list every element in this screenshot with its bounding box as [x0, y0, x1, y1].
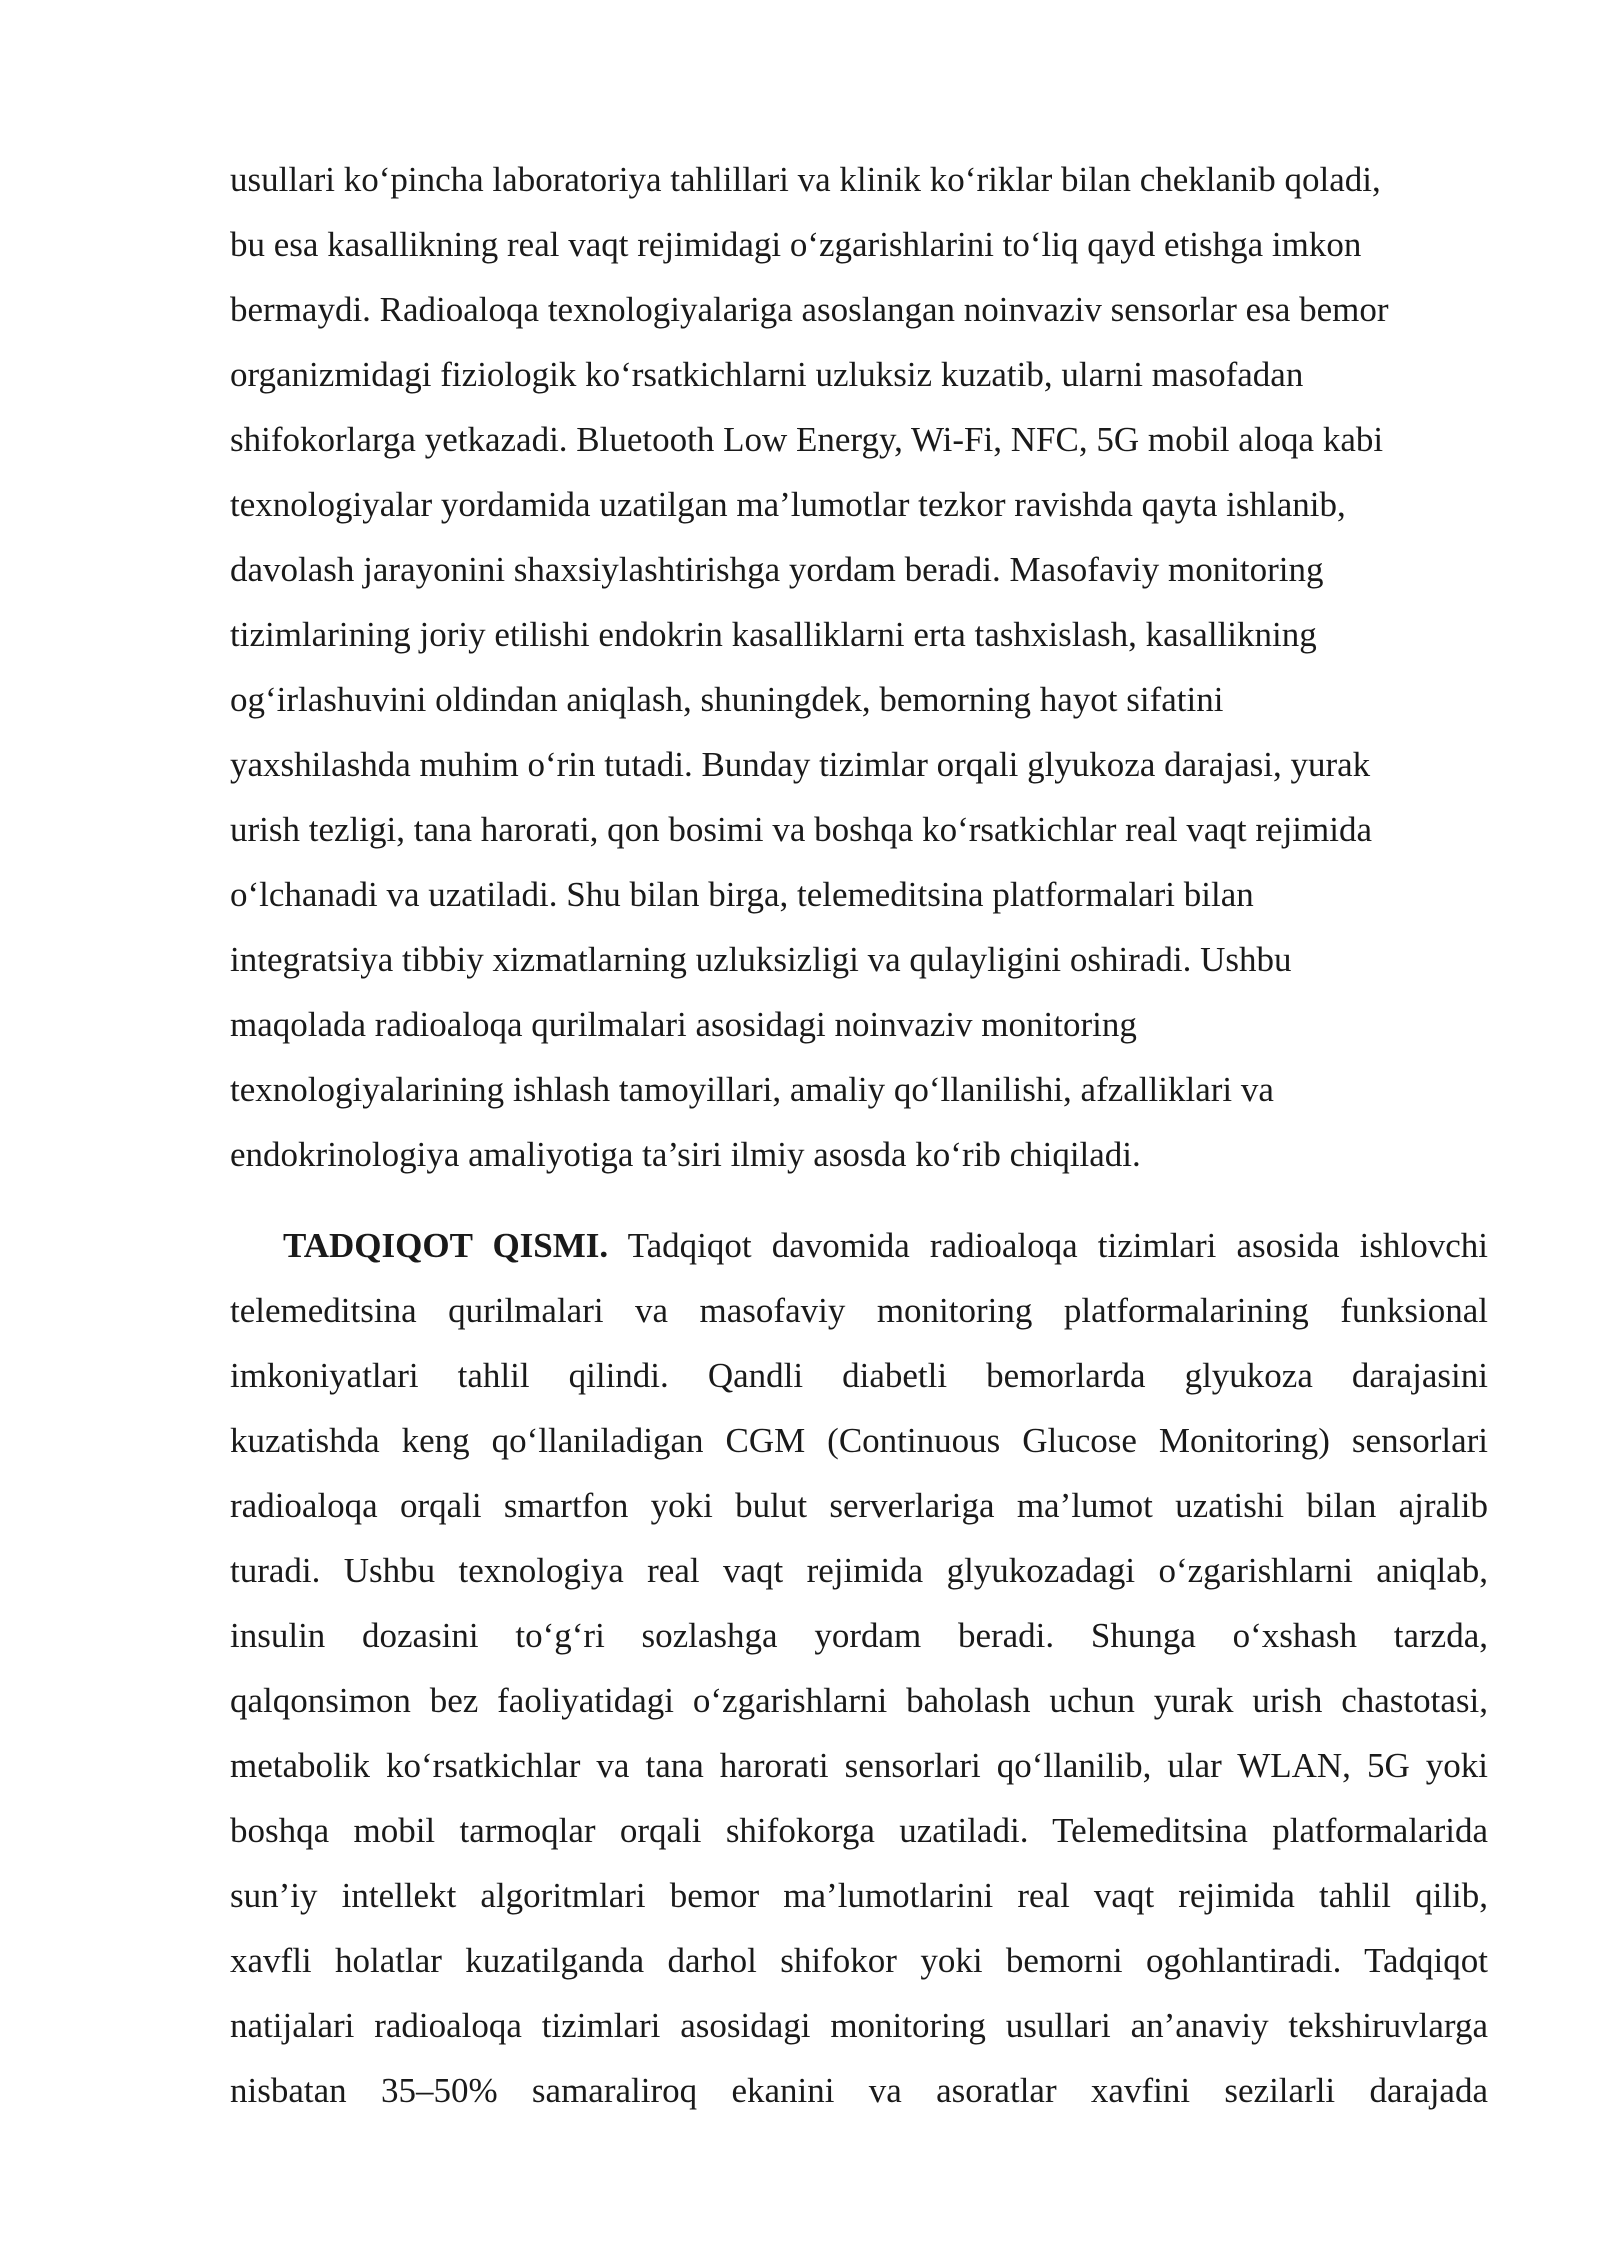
- text-line: organizmidagi fiziologik ko‘rsatkichlarni uzluksiz kuzatib, ularni masofadan: [230, 355, 1304, 394]
- text-line: bu esa kasallikning real vaqt rejimidagi o‘zgarishlarini to‘liq qayd etishga imkon: [230, 225, 1362, 264]
- section-first-line-text: Tadqiqot davomida radioaloqa tizimlari asosida ishlovchi: [608, 1226, 1488, 1265]
- text-line: shifokorlarga yetkazadi. Bluetooth Low Energy, Wi-Fi, NFC, 5G mobil aloqa kabi: [230, 420, 1384, 459]
- text-line: metabolik ko‘rsatkichlar va tana harorati sensorlari qo‘llanilib, ular WLAN, 5G yoki: [230, 1746, 1488, 1785]
- text-line: yaxshilashda muhim o‘rin tutadi. Bunday tizimlar orqali glyukoza darajasi, yurak: [230, 745, 1371, 784]
- text-line: sun’iy intellekt algoritmlari bemor ma’lumotlarini real vaqt rejimida tahlil qilib,: [230, 1876, 1488, 1915]
- text-line: o‘lchanadi va uzatiladi. Shu bilan birga, telemeditsina platformalari bilan: [230, 875, 1254, 914]
- text-line: xavfli holatlar kuzatilganda darhol shifokor yoki bemorni ogohlantiradi. Tadqiqot: [230, 1941, 1488, 1980]
- text-line: insulin dozasini to‘g‘ri sozlashga yordam beradi. Shunga o‘xshash tarzda,: [230, 1616, 1488, 1655]
- text-line: texnologiyalar yordamida uzatilgan ma’lumotlar tezkor ravishda qayta ishlanib,: [230, 485, 1346, 524]
- text-line: endokrinologiya amaliyotiga ta’siri ilmiy asosda ko‘rib chiqiladi.: [230, 1135, 1141, 1174]
- text-line: davolash jarayonini shaxsiylashtirishga yordam beradi. Masofaviy monitoring: [230, 550, 1324, 589]
- text-line: usullari ko‘pincha laboratoriya tahlillari va klinik ko‘riklar bilan cheklanib qoladi,: [230, 160, 1381, 199]
- section-first-line: [230, 1213, 1488, 1278]
- text-line: tizimlarining joriy etilishi endokrin kasalliklarni erta tashxislash, kasallikning: [230, 615, 1317, 654]
- text-line: kuzatishda keng qo‘llaniladigan CGM (Continuous Glucose Monitoring) sensorlari: [230, 1421, 1488, 1460]
- text-line: telemeditsina qurilmalari va masofaviy monitoring platformalarining funksional: [230, 1291, 1488, 1330]
- text-line: radioaloqa orqali smartfon yoki bulut serverlariga ma’lumot uzatishi bilan ajralib: [230, 1486, 1488, 1525]
- text-line: turadi. Ushbu texnologiya real vaqt rejimida glyukozadagi o‘zgarishlarni aniqlab,: [230, 1551, 1488, 1590]
- paragraph-introduction: [230, 147, 1488, 1187]
- text-line: maqolada radioaloqa qurilmalari asosidagi noinvaziv monitoring: [230, 1005, 1137, 1044]
- text-line: texnologiyalarining ishlash tamoyillari, amaliy qo‘llanilishi, afzalliklari va: [230, 1070, 1274, 1109]
- text-line: integratsiya tibbiy xizmatlarning uzluksizligi va qulayligini oshiradi. Ushbu: [230, 940, 1292, 979]
- text-line: og‘irlashuvini oldindan aniqlash, shuningdek, bemorning hayot sifatini: [230, 680, 1224, 719]
- paragraph-research-section: [230, 1213, 1488, 2123]
- section-heading: TADQIQOT QISMI.: [283, 1226, 609, 1265]
- text-line: imkoniyatlari tahlil qilindi. Qandli diabetli bemorlarda glyukoza darajasini: [230, 1356, 1488, 1395]
- text-line: boshqa mobil tarmoqlar orqali shifokorga uzatiladi. Telemeditsina platformalarida: [230, 1811, 1488, 1850]
- text-line: nisbatan 35–50% samaraliroq ekanini va asoratlar xavfini sezilarli darajada: [230, 2071, 1488, 2110]
- text-line: bermaydi. Radioaloqa texnologiyalariga asoslangan noinvaziv sensorlar esa bemor: [230, 290, 1389, 329]
- text-line: urish tezligi, tana harorati, qon bosimi va boshqa ko‘rsatkichlar real vaqt rejimida: [230, 810, 1373, 849]
- text-line: natijalari radioaloqa tizimlari asosidagi monitoring usullari an’anaviy tekshiruvlarga: [230, 2006, 1488, 2045]
- text-line: qalqonsimon bez faoliyatidagi o‘zgarishlarni baholash uchun yurak urish chastotasi,: [230, 1681, 1488, 1720]
